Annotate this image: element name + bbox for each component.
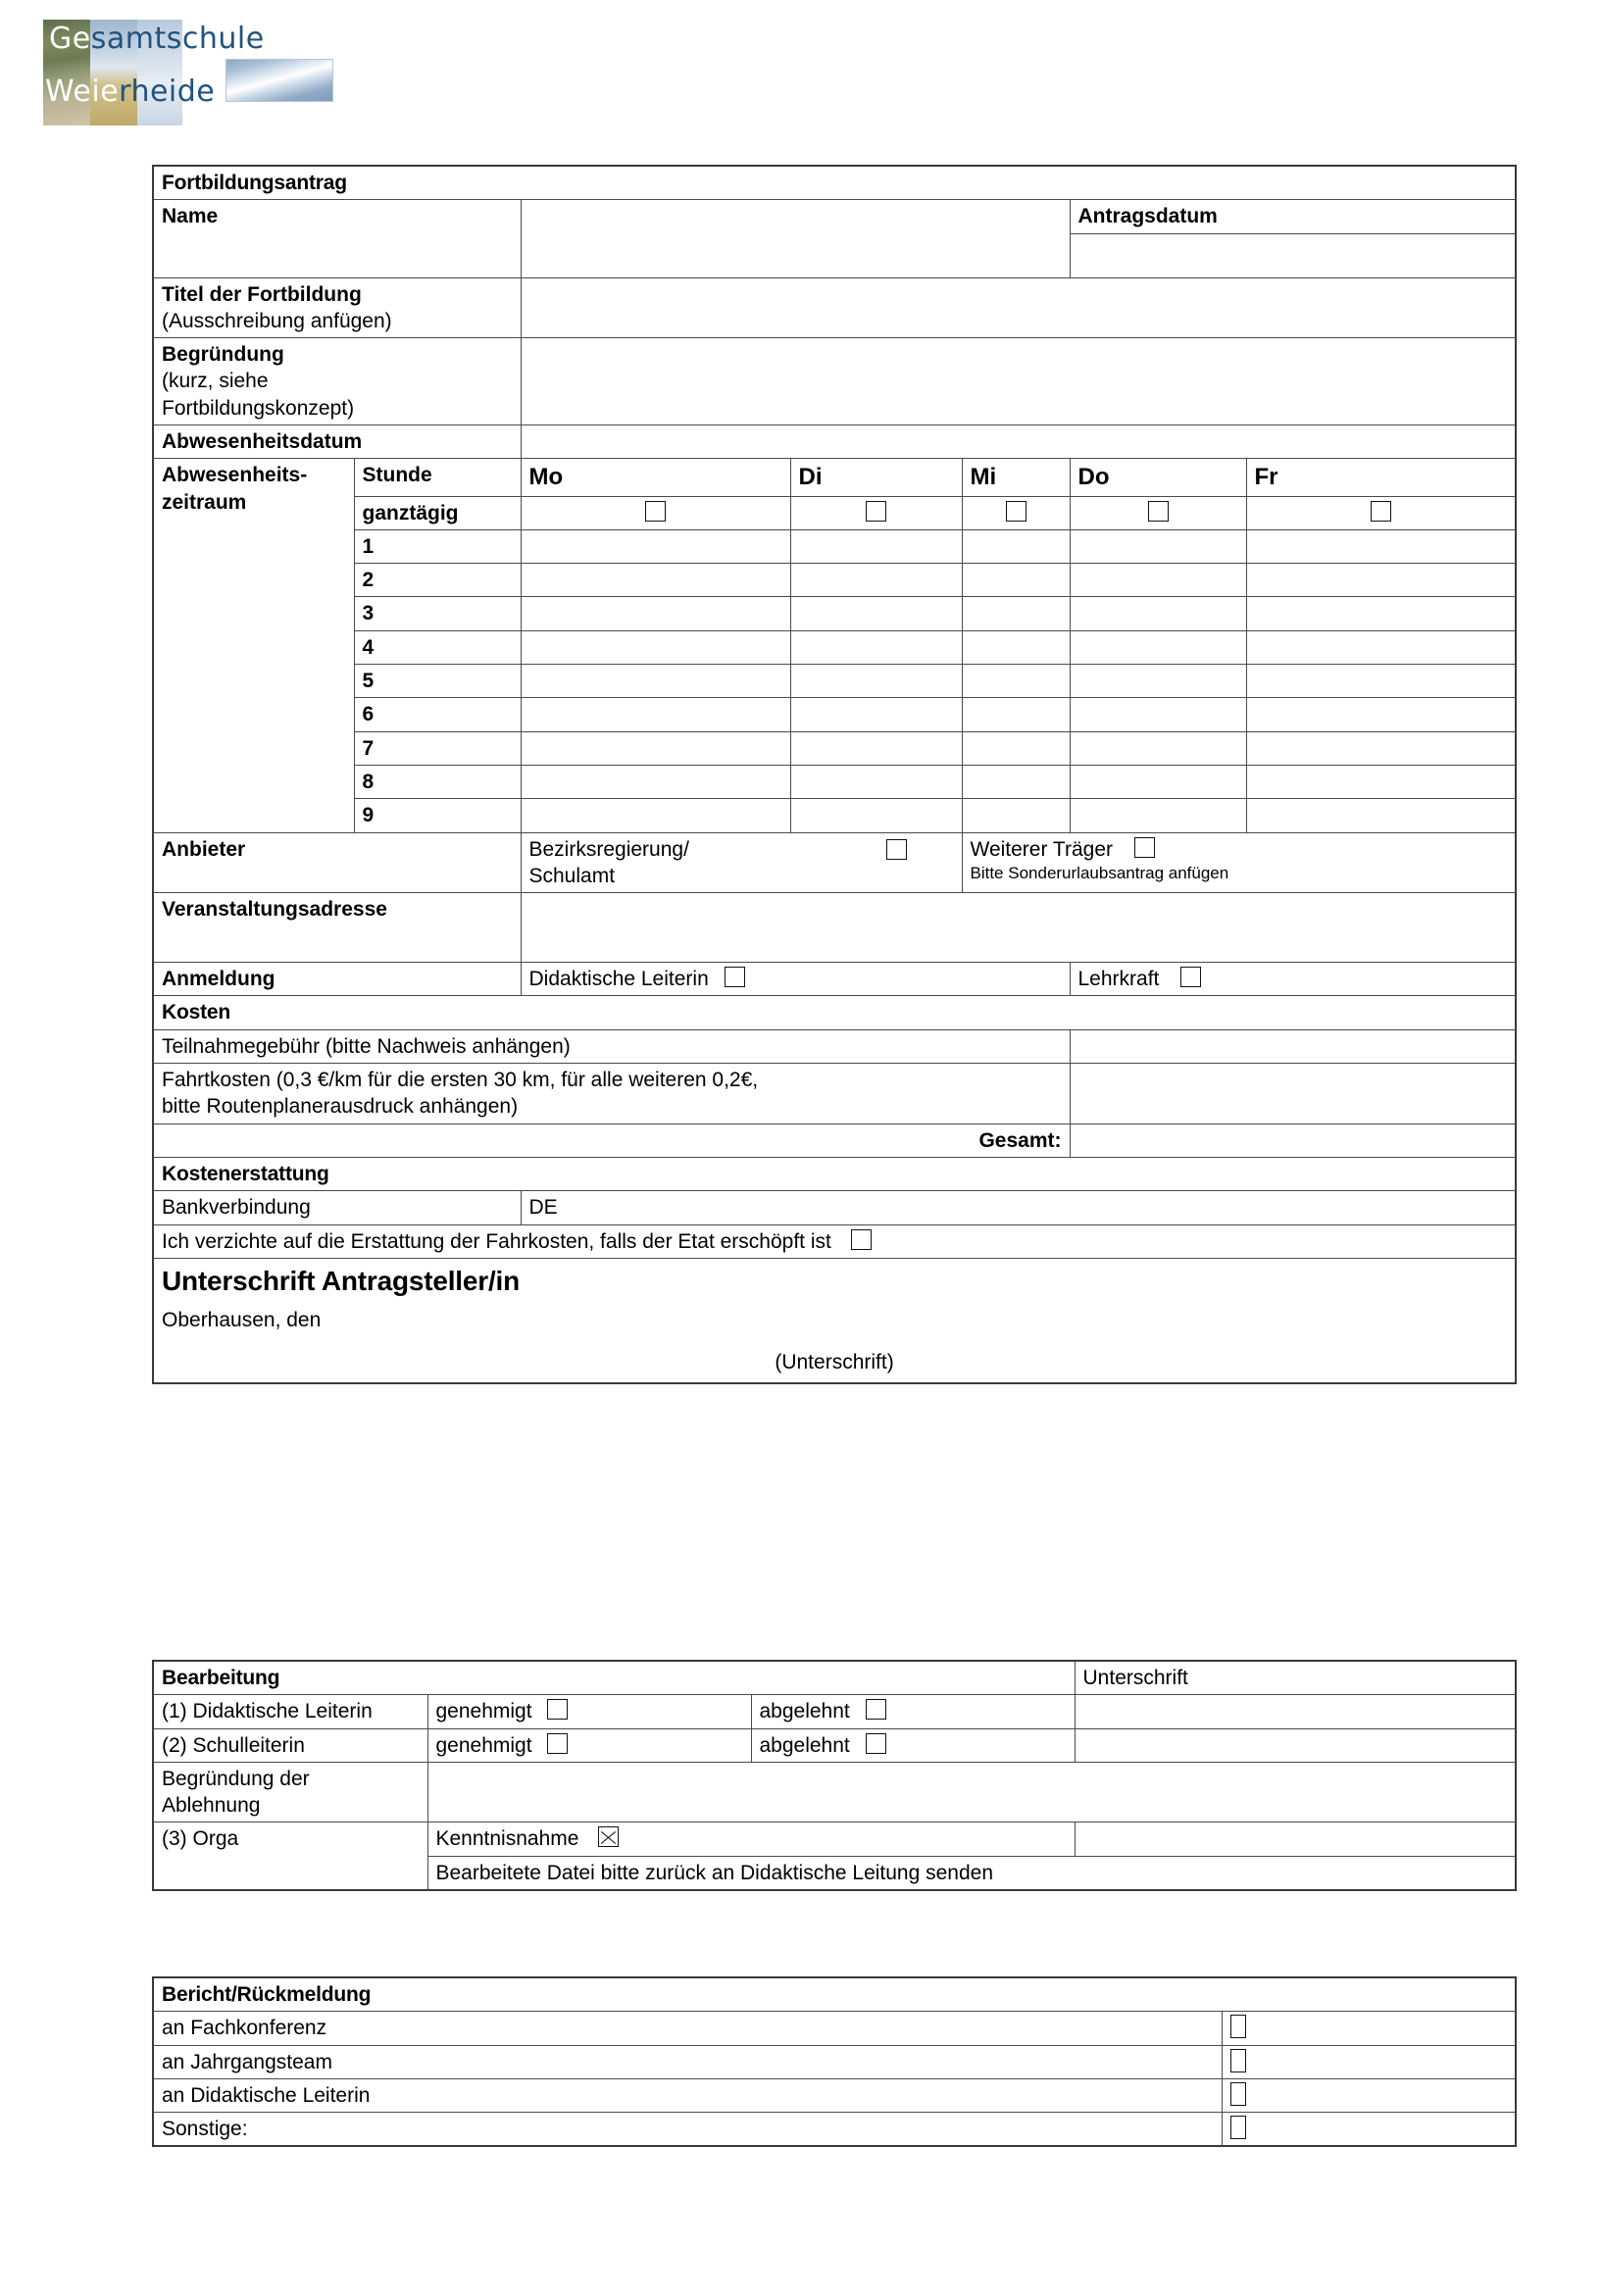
checkbox-anmeldung-didaktische-leiterin[interactable] — [725, 967, 745, 987]
input-unterschrift-orga[interactable] — [1075, 1822, 1516, 1856]
table-row — [153, 665, 1516, 698]
unterschrift-hint: (Unterschrift) — [775, 1351, 894, 1374]
section-title-kostenerstattung: Kostenerstattung — [153, 1157, 1516, 1190]
table-row — [153, 698, 1516, 731]
didaktische-leiterin-abgelehnt-label: abgelehnt — [759, 1700, 850, 1723]
table-row — [153, 799, 1516, 832]
label-stunde: Stunde — [354, 459, 521, 496]
table-row — [153, 529, 1516, 563]
hour-cell-mo[interactable] — [521, 564, 790, 597]
hour-cell-fr[interactable] — [1246, 630, 1516, 664]
hour-cell-mo[interactable] — [521, 698, 790, 731]
hour-cell-di[interactable] — [790, 630, 962, 664]
checkbox-schulleiterin-genehmigt[interactable] — [547, 1733, 568, 1754]
hour-cell-fr[interactable] — [1246, 731, 1516, 765]
didaktische-leiterin-abgelehnt-cell[interactable] — [751, 1695, 1075, 1728]
hour-cell-fr[interactable] — [1246, 799, 1516, 832]
verzicht-label: Ich verzichte auf die Erstattung der Fahrkosten, falls der Etat erschöpft ist — [162, 1229, 831, 1253]
fortbildungsantrag-table — [152, 165, 1517, 1384]
checkbox-an-jahrgangsteam-cell[interactable] — [1222, 2045, 1516, 2078]
checkbox-anbieter-bezirksregierung[interactable] — [886, 839, 907, 860]
table-row — [153, 1029, 1516, 1063]
checkbox-schulleiterin-abgelehnt[interactable] — [866, 1733, 886, 1754]
hour-cell-do[interactable] — [1070, 698, 1246, 731]
checkbox-ganztaegig-do-cell[interactable] — [1070, 496, 1246, 529]
input-titel-fortbildung[interactable] — [521, 277, 1516, 338]
bericht-rueckmeldung-table — [152, 1976, 1517, 2147]
logo-text-samtschule: samtschule — [90, 22, 265, 56]
label-bankverbindung: Bankverbindung — [153, 1191, 521, 1224]
anmeldung-option-didaktische-leiterin-label: Didaktische Leiterin — [528, 968, 709, 991]
hour-cell-di[interactable] — [790, 799, 962, 832]
anmeldung-option-lehrkraft-label: Lehrkraft — [1077, 968, 1160, 991]
label-orga: (3) Orga — [153, 1822, 427, 1890]
hour-cell-mo[interactable] — [521, 597, 790, 630]
checkbox-ganztaegig-do[interactable] — [1148, 501, 1169, 522]
checkbox-orga-kenntnisnahme[interactable] — [598, 1826, 619, 1847]
table-row — [153, 1224, 1516, 1258]
weekday-header-mo: Mo — [521, 459, 790, 496]
table-row — [153, 1661, 1516, 1695]
hour-cell-mi[interactable] — [962, 799, 1070, 832]
label-an-jahrgangsteam: an Jahrgangsteam — [153, 2045, 1222, 2078]
table-row — [153, 893, 1516, 963]
hour-cell-di[interactable] — [790, 765, 962, 798]
table-row — [153, 496, 1516, 529]
table-row — [153, 1123, 1516, 1157]
hour-cell-mo[interactable] — [521, 630, 790, 664]
table-row — [153, 1762, 1516, 1822]
logo-text-weie: Weie — [45, 75, 120, 109]
label-fahrtkosten — [153, 1064, 1070, 1124]
table-row — [153, 630, 1516, 664]
unterschrift-area[interactable] — [153, 1304, 1516, 1383]
label-abwesenheitszeitraum-line2: zeitraum — [162, 490, 247, 514]
checkbox-ganztaegig-mo[interactable] — [645, 501, 666, 522]
weekday-header-fr: Fr — [1246, 459, 1516, 496]
label-antragsdatum: Antragsdatum — [1070, 200, 1516, 233]
label-begruendung-ablehnung — [153, 1762, 427, 1822]
table-row — [153, 338, 1516, 425]
input-fahrtkosten[interactable] — [1070, 1064, 1516, 1124]
bearbeitung-table — [152, 1660, 1517, 1891]
checkbox-an-didaktische-leiterin[interactable] — [1230, 2082, 1246, 2106]
logo-line-one — [49, 22, 265, 56]
hour-cell-fr[interactable] — [1246, 564, 1516, 597]
anbieter-option-bezirksregierung-label-line2: Schulamt — [528, 864, 616, 887]
hour-cell-mo[interactable] — [521, 799, 790, 832]
checkbox-ganztaegig-fr-cell[interactable] — [1246, 496, 1516, 529]
anmeldung-option-didaktische-leiterin[interactable] — [521, 963, 1070, 996]
checkbox-ganztaegig-mo-cell[interactable] — [521, 496, 790, 529]
hour-cell-fr[interactable] — [1246, 765, 1516, 798]
label-begruendung-main: Begründung — [162, 343, 284, 367]
hour-cell-di[interactable] — [790, 665, 962, 698]
table-row — [153, 1822, 1516, 1856]
table-row — [153, 1064, 1516, 1124]
input-bankverbindung[interactable]: DE — [521, 1191, 1516, 1224]
section-title-kosten: Kosten — [153, 996, 1516, 1029]
table-row — [153, 564, 1516, 597]
orga-kenntnisnahme-label: Kenntnisnahme — [435, 1827, 579, 1851]
label-abwesenheitszeitraum-line1: Abwesenheits- — [162, 464, 308, 487]
table-row — [153, 1695, 1516, 1728]
input-antragsdatum[interactable] — [1070, 233, 1516, 277]
label-ganztaegig: ganztägig — [354, 496, 521, 529]
input-veranstaltungsadresse[interactable] — [521, 893, 1516, 963]
anmeldung-option-lehrkraft[interactable] — [1070, 963, 1516, 996]
schulleiterin-genehmigt-cell[interactable] — [427, 1728, 751, 1762]
hour-cell-mi[interactable] — [962, 529, 1070, 563]
anbieter-option-weiterer-traeger-label: Weiterer Träger — [970, 837, 1113, 861]
checkbox-didaktische-leiterin-genehmigt[interactable] — [547, 1699, 568, 1720]
hour-cell-mi[interactable] — [962, 765, 1070, 798]
hour-cell-mo[interactable] — [521, 529, 790, 563]
hour-cell-di[interactable] — [790, 698, 962, 731]
hour-cell-do[interactable] — [1070, 765, 1246, 798]
hour-label: 9 — [354, 799, 521, 832]
label-titel-fortbildung-sub: (Ausschreibung anfügen) — [162, 309, 392, 332]
checkbox-ganztaegig-di-cell[interactable] — [790, 496, 962, 529]
checkbox-an-didaktische-leiterin-cell[interactable] — [1222, 2078, 1516, 2112]
table-row — [153, 963, 1516, 996]
hour-cell-mi[interactable] — [962, 564, 1070, 597]
checkbox-an-fachkonferenz-cell[interactable] — [1222, 2012, 1516, 2045]
hour-cell-mo[interactable] — [521, 665, 790, 698]
hour-label: 2 — [354, 564, 521, 597]
weekday-header-mi: Mi — [962, 459, 1070, 496]
label-ort-den: Oberhausen, den — [162, 1309, 322, 1332]
column-header-unterschrift: Unterschrift — [1075, 1661, 1516, 1695]
table-row — [153, 1191, 1516, 1224]
section-title-bearbeitung: Bearbeitung — [153, 1661, 1075, 1695]
hour-label: 4 — [354, 630, 521, 664]
checkbox-ganztaegig-mi[interactable] — [1006, 501, 1026, 522]
input-unterschrift-didaktische-leiterin[interactable] — [1075, 1695, 1516, 1728]
checkbox-ganztaegig-di[interactable] — [866, 501, 886, 522]
hour-cell-do[interactable] — [1070, 597, 1246, 630]
checkbox-anbieter-weiterer-traeger[interactable] — [1134, 837, 1155, 858]
hour-cell-fr[interactable] — [1246, 665, 1516, 698]
hour-cell-mo[interactable] — [521, 731, 790, 765]
input-begruendung[interactable] — [521, 338, 1516, 425]
label-fahrtkosten-line1: Fahrtkosten (0,3 €/km für die ersten 30 km, für alle weiteren 0,2€, — [162, 1069, 759, 1092]
checkbox-anmeldung-lehrkraft[interactable] — [1180, 967, 1201, 987]
anbieter-weiterer-traeger-note: Bitte Sonderurlaubsantrag anfügen — [970, 863, 1229, 882]
hour-cell-do[interactable] — [1070, 665, 1246, 698]
checkbox-sonstige-cell[interactable] — [1222, 2113, 1516, 2147]
didaktische-leiterin-genehmigt-cell[interactable] — [427, 1695, 751, 1728]
label-veranstaltungsadresse: Veranstaltungsadresse — [153, 893, 521, 963]
table-row — [153, 2113, 1516, 2147]
table-row — [153, 2045, 1516, 2078]
checkbox-verzicht-fahrkosten[interactable] — [851, 1229, 872, 1250]
hour-cell-mi[interactable] — [962, 630, 1070, 664]
hour-cell-do[interactable] — [1070, 529, 1246, 563]
label-schulleiterin: (2) Schulleiterin — [153, 1728, 427, 1762]
page-title: Fortbildungsantrag — [153, 166, 1516, 200]
label-sonstige: Sonstige: — [153, 2113, 1222, 2147]
schulleiterin-abgelehnt-label: abgelehnt — [759, 1733, 850, 1757]
label-name: Name — [153, 200, 521, 277]
label-teilnahmegebuehr: Teilnahmegebühr (bitte Nachweis anhängen) — [153, 1029, 1070, 1063]
anbieter-option-bezirksregierung-label-line1: Bezirksregierung/ — [528, 837, 689, 861]
table-row — [153, 277, 1516, 338]
table-row — [153, 1258, 1516, 1304]
hour-label: 8 — [354, 765, 521, 798]
hour-cell-do[interactable] — [1070, 564, 1246, 597]
didaktische-leiterin-genehmigt-label: genehmigt — [435, 1700, 532, 1723]
label-begruendung-sub2: Fortbildungskonzept) — [162, 396, 355, 420]
input-teilnahmegebuehr[interactable] — [1070, 1029, 1516, 1063]
table-row — [153, 1977, 1516, 2012]
label-begruendung-ablehnung-line2: Ablehnung — [162, 1794, 261, 1818]
input-gesamt — [1070, 1123, 1516, 1157]
hour-cell-do[interactable] — [1070, 731, 1246, 765]
hour-cell-fr[interactable] — [1246, 698, 1516, 731]
checkbox-ganztaegig-mi-cell[interactable] — [962, 496, 1070, 529]
label-an-didaktische-leiterin: an Didaktische Leiterin — [153, 2078, 1222, 2112]
label-abwesenheitszeitraum — [153, 459, 354, 832]
orga-note: Bearbeitete Datei bitte zurück an Didaktische Leitung senden — [427, 1856, 1516, 1890]
hour-cell-mi[interactable] — [962, 731, 1070, 765]
table-row — [153, 200, 1516, 233]
logo-photo-clouds — [225, 59, 333, 102]
hour-cell-mi[interactable] — [962, 665, 1070, 698]
label-titel-fortbildung — [153, 277, 521, 338]
hour-cell-mi[interactable] — [962, 698, 1070, 731]
input-abwesenheitsdatum[interactable] — [521, 425, 1516, 459]
anbieter-option-bezirksregierung[interactable] — [521, 832, 962, 893]
checkbox-didaktische-leiterin-abgelehnt[interactable] — [866, 1699, 886, 1720]
section-title-bericht: Bericht/Rückmeldung — [153, 1977, 1516, 2012]
anbieter-option-weiterer-traeger[interactable] — [962, 832, 1516, 893]
label-didaktische-leiterin: (1) Didaktische Leiterin — [153, 1695, 427, 1728]
input-name[interactable] — [521, 200, 1070, 277]
hour-cell-do[interactable] — [1070, 799, 1246, 832]
label-fahrtkosten-line2: bitte Routenplanerausdruck anhängen) — [162, 1095, 519, 1119]
hour-cell-fr[interactable] — [1246, 529, 1516, 563]
label-gesamt: Gesamt: — [153, 1123, 1070, 1157]
verzicht-row[interactable] — [153, 1224, 1516, 1258]
checkbox-ganztaegig-fr[interactable] — [1371, 501, 1391, 522]
table-row — [153, 2012, 1516, 2045]
orga-kenntnisnahme-cell[interactable] — [427, 1822, 1075, 1856]
label-anmeldung: Anmeldung — [153, 963, 521, 996]
schulleiterin-abgelehnt-cell[interactable] — [751, 1728, 1075, 1762]
hour-cell-mi[interactable] — [962, 597, 1070, 630]
label-begruendung — [153, 338, 521, 425]
label-abwesenheitsdatum: Abwesenheitsdatum — [153, 425, 521, 459]
input-unterschrift-schulleiterin[interactable] — [1075, 1728, 1516, 1762]
table-row — [153, 597, 1516, 630]
hour-cell-mo[interactable] — [521, 765, 790, 798]
table-row — [153, 731, 1516, 765]
weekday-header-do: Do — [1070, 459, 1246, 496]
logo-text-rheide: rheide — [119, 75, 216, 109]
hour-label: 5 — [354, 665, 521, 698]
checkbox-an-fachkonferenz[interactable] — [1230, 2015, 1246, 2038]
weekday-header-di: Di — [790, 459, 962, 496]
schulleiterin-genehmigt-label: genehmigt — [435, 1733, 532, 1757]
logo-text-ge: Ge — [49, 22, 91, 56]
hour-label: 6 — [354, 698, 521, 731]
label-begruendung-sub1: (kurz, siehe — [162, 370, 269, 393]
table-row — [153, 166, 1516, 200]
label-titel-fortbildung-main: Titel der Fortbildung — [162, 282, 362, 306]
label-anbieter: Anbieter — [153, 832, 521, 893]
hour-cell-di[interactable] — [790, 731, 962, 765]
hour-cell-fr[interactable] — [1246, 597, 1516, 630]
table-row — [153, 765, 1516, 798]
section-title-unterschrift — [153, 1258, 1516, 1304]
checkbox-an-jahrgangsteam[interactable] — [1230, 2049, 1246, 2072]
table-row — [153, 1728, 1516, 1762]
table-row — [153, 1304, 1516, 1383]
section-title-unterschrift-label: Unterschrift Antragsteller/in — [162, 1265, 521, 1296]
hour-cell-di[interactable] — [790, 564, 962, 597]
table-row — [153, 1157, 1516, 1190]
hour-label: 3 — [354, 597, 521, 630]
hour-cell-do[interactable] — [1070, 630, 1246, 664]
table-row — [153, 459, 1516, 496]
logo-line-two — [45, 75, 215, 109]
table-row — [153, 2078, 1516, 2112]
table-row — [153, 832, 1516, 893]
table-row — [153, 996, 1516, 1029]
hour-label: 1 — [354, 529, 521, 563]
label-an-fachkonferenz: an Fachkonferenz — [153, 2012, 1222, 2045]
hour-label: 7 — [354, 731, 521, 765]
hour-cell-di[interactable] — [790, 597, 962, 630]
label-begruendung-ablehnung-line1: Begründung der — [162, 1767, 310, 1790]
hour-cell-di[interactable] — [790, 529, 962, 563]
school-logo — [27, 8, 341, 125]
input-begruendung-ablehnung[interactable] — [427, 1762, 1516, 1822]
checkbox-sonstige[interactable] — [1230, 2116, 1246, 2139]
table-row — [153, 425, 1516, 459]
